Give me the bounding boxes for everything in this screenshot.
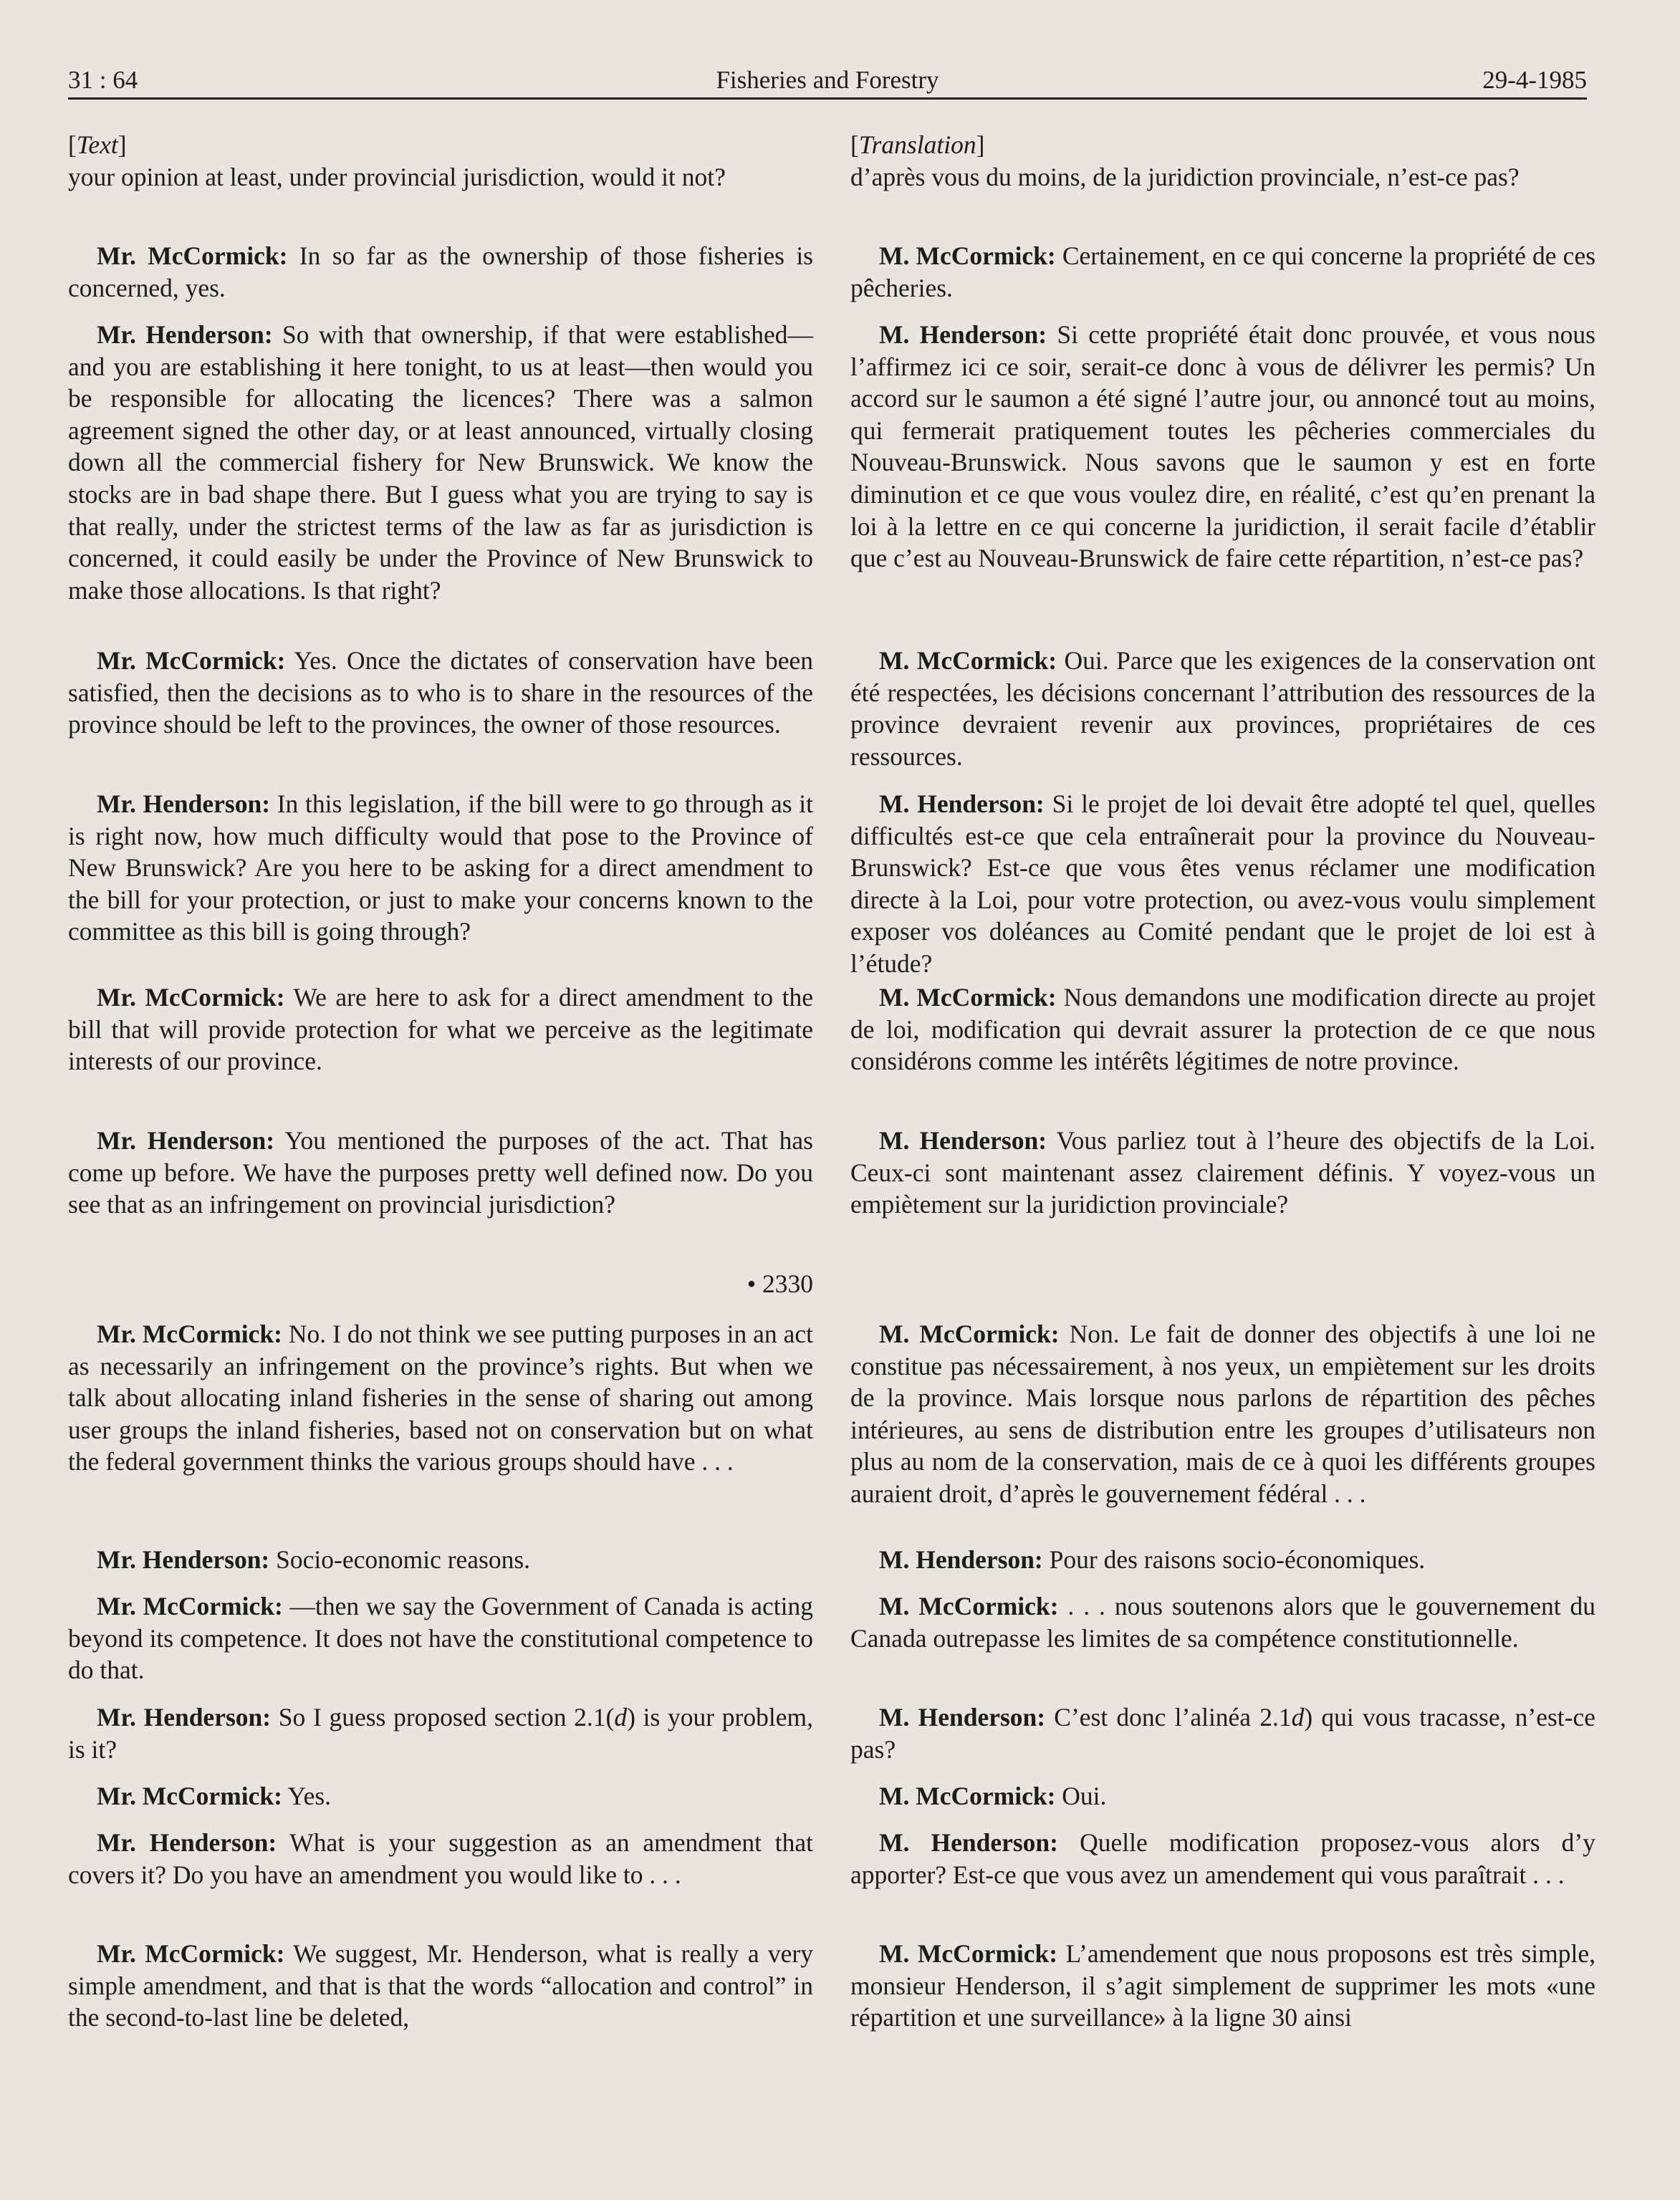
speaker-name: M. Henderson:: [879, 1545, 1043, 1574]
running-title: Fisheries and Forestry: [716, 66, 939, 94]
paragraph: M. McCormick: Oui. Parce que les exigences de la conservation ont été respectées, les décisions concernant l’attribution des ressources de la province devraient revenir aux provinces, propriétaires de ces ressources.: [850, 646, 1595, 771]
speaker-name: M. Henderson:: [879, 789, 1045, 818]
paragraph: Mr. McCormick: Yes.: [97, 1782, 332, 1810]
time-marker: • 2330: [747, 1269, 813, 1298]
paragraph: Mr. Henderson: You mentioned the purposes of the act. That has come up before. We have the purposes pretty well defined now. Do you see that as an infringement on provincial jurisdiction?: [68, 1126, 813, 1219]
paragraph: Mr. McCormick: —then we say the Government of Canada is acting beyond its competence. It does not have the constitutional competence to do that.: [68, 1592, 813, 1685]
speaker-name: M. McCormick:: [879, 241, 1056, 270]
paragraph: M. McCormick: . . . nous soutenons alors que le gouvernement du Canada outrepasse les limites de sa compétence constitutionnelle.: [850, 1592, 1595, 1653]
speaker-name: Mr. McCormick:: [97, 241, 288, 270]
paragraph: Mr. McCormick: In so far as the ownership of those fisheries is concerned, yes.: [68, 241, 813, 302]
paragraph: your opinion at least, under provincial jurisdiction, would it not?: [68, 163, 726, 191]
paragraph: M. Henderson: Si cette propriété était donc prouvée, et vous nous l’affirmez ici ce soir, serait-ce donc à vous de délivrer les permis? Un accord sur le saumon a été signé l’autre jour, ou annoncé tout au moins, qui fermerait pratiquement toutes les pêcheries commerciales du Nouveau-Brunswick. Nous savons que le saumon y est en forte diminution et ce que vous voulez dire, en réalité, c’est qu’en prenant la loi à la lettre en ce qui concerne la juridiction, il serait facile d’établir que c’est au Nouveau-Brunswick de faire cette répartition, n’est-ce pas?: [850, 320, 1595, 573]
speaker-name: Mr. McCormick:: [97, 1592, 283, 1620]
speaker-name: Mr. Henderson:: [97, 320, 273, 349]
speaker-name: Mr. McCormick:: [97, 983, 285, 1012]
paragraph: d’après vous du moins, de la juridiction provinciale, n’est-ce pas?: [850, 163, 1520, 191]
speaker-name: M. Henderson:: [879, 320, 1047, 349]
speaker-name: Mr. McCormick:: [97, 1939, 285, 1968]
paragraph: M. Henderson: Vous parliez tout à l’heure des objectifs de la Loi. Ceux-ci sont maintenant assez clairement définis. Y voyez-vous un empiètement sur la juridiction provinciale?: [850, 1126, 1595, 1219]
speaker-name: Mr. McCormick:: [97, 1782, 282, 1810]
paragraph: Mr. Henderson: So with that ownership, if that were established—and you are establishing it here tonight, to us at least—then would you be responsible for allocating the licences? There was a salmon agreement signed the other day, or at least announced, virtually closing down all the commercial fishery for New Brunswick. We know the stocks are in bad shape there. But I guess what you are trying to say is that really, under the strictest terms of the law as far as jurisdiction is concerned, it could easily be under the Province of New Brunswick to make those allocations. Is that right?: [68, 320, 813, 605]
speaker-name: M. Henderson:: [879, 1828, 1058, 1857]
paragraph: M. Henderson: Pour des raisons socio-économiques.: [879, 1545, 1426, 1574]
speaker-name: M. McCormick:: [879, 1782, 1056, 1810]
speaker-name: Mr. Henderson:: [97, 1126, 275, 1155]
paragraph: M. McCormick: Non. Le fait de donner des objectifs à une loi ne constitue pas nécessairement, à nos yeux, un empiètement sur les droits de la province. Mais lorsque nous parlons de répartition des pêches intérieures, au sens de distribution entre les groupes d’utilisateurs non plus au nom de la conservation, mais de ce à quoi les différents groupes auraient droit, d’après le gouvernement fédéral . . .: [850, 1320, 1596, 1508]
page-header: [68, 63, 1587, 97]
speaker-name: M. McCormick:: [879, 983, 1057, 1012]
paragraph: M. Henderson: C’est donc l’alinéa 2.1d) qui vous tracasse, n’est-ce pas?: [850, 1703, 1595, 1764]
language-tag: [Text]: [68, 130, 127, 159]
header-rule: [68, 97, 1587, 100]
speaker-name: M. McCormick:: [879, 1939, 1058, 1968]
language-tag: [Translation]: [850, 130, 985, 159]
paragraph: M. McCormick: Nous demandons une modification directe au projet de loi, modification qui devrait assurer la protection de ce que nous considérons comme les intérêts légitimes de notre province.: [850, 983, 1595, 1076]
speaker-name: M. McCormick:: [879, 646, 1057, 675]
speaker-name: Mr. McCormick:: [97, 1320, 282, 1348]
page-number: 31 : 64: [68, 66, 138, 94]
speaker-name: M. McCormick:: [879, 1592, 1059, 1620]
speaker-name: M. Henderson:: [879, 1126, 1047, 1155]
paragraph: M. McCormick: Certainement, en ce qui concerne la propriété de ces pêcheries.: [850, 241, 1596, 302]
speaker-name: Mr. Henderson:: [97, 1545, 270, 1574]
speaker-name: M. Henderson:: [879, 1703, 1046, 1731]
paragraph: Mr. McCormick: We suggest, Mr. Henderson, what is really a very simple amendment, and that is that the words “allocation and control” in the second-to-last line be deleted,: [68, 1939, 814, 2032]
paragraph: M. McCormick: Oui.: [879, 1782, 1107, 1810]
speaker-name: M. McCormick:: [879, 1320, 1060, 1348]
header-date: 29-4-1985: [1482, 66, 1587, 94]
paragraph: M. Henderson: Quelle modification proposez-vous alors d’y apporter? Est-ce que vous avez un amendement qui vous paraîtrait . . .: [850, 1828, 1595, 1889]
paragraph: Mr. Henderson: So I guess proposed section 2.1(d) is your problem, is it?: [68, 1703, 813, 1764]
paragraph: Mr. Henderson: Socio-economic reasons.: [97, 1545, 531, 1574]
speaker-name: Mr. McCormick:: [97, 646, 286, 675]
paragraph: Mr. Henderson: In this legislation, if the bill were to go through as it is right now, how much difficulty would that pose to the Province of New Brunswick? Are you here to be asking for a direct amendment to the bill for your protection, or just to make your concerns known to the committee as this bill is going through?: [68, 789, 813, 946]
speaker-name: Mr. Henderson:: [97, 1703, 272, 1731]
paragraph: Mr. McCormick: We are here to ask for a direct amendment to the bill that will provide protection for what we perceive as the legitimate interests of our province.: [68, 983, 814, 1076]
paragraph: Mr. McCormick: No. I do not think we see putting purposes in an act as necessarily an infringement on the province’s rights. But when we talk about allocating inland fisheries in the sense of sharing out among user groups the inland fisheries, based not on conservation but on what the federal government thinks the various groups should have . . .: [68, 1320, 813, 1476]
paragraph: Mr. McCormick: Yes. Once the dictates of conservation have been satisfied, then the decisions as to who is to share in the resources of the province should be left to the provinces, the owner of those resources.: [68, 646, 814, 739]
speaker-name: Mr. Henderson:: [97, 789, 271, 818]
paragraph: Mr. Henderson: What is your suggestion as an amendment that covers it? Do you have an amendment you would like to . . .: [68, 1828, 813, 1889]
paragraph: M. Henderson: Si le projet de loi devait être adopté tel quel, quelles difficultés est-ce que cela entraînerait pour la province du Nouveau-Brunswick? Est-ce que vous êtes venus réclamer une modification directe à la Loi, pour votre protection, ou avez-vous voulu simplement exposer vos doléances au Comité pendant que le projet de loi est à l’étude?: [850, 789, 1595, 978]
paragraph: M. McCormick: L’amendement que nous proposons est très simple, monsieur Henderson, il s’agit simplement de supprimer les mots «une répartition et une surveillance» à la ligne 30 ainsi: [850, 1939, 1595, 2032]
speaker-name: Mr. Henderson:: [97, 1828, 277, 1857]
